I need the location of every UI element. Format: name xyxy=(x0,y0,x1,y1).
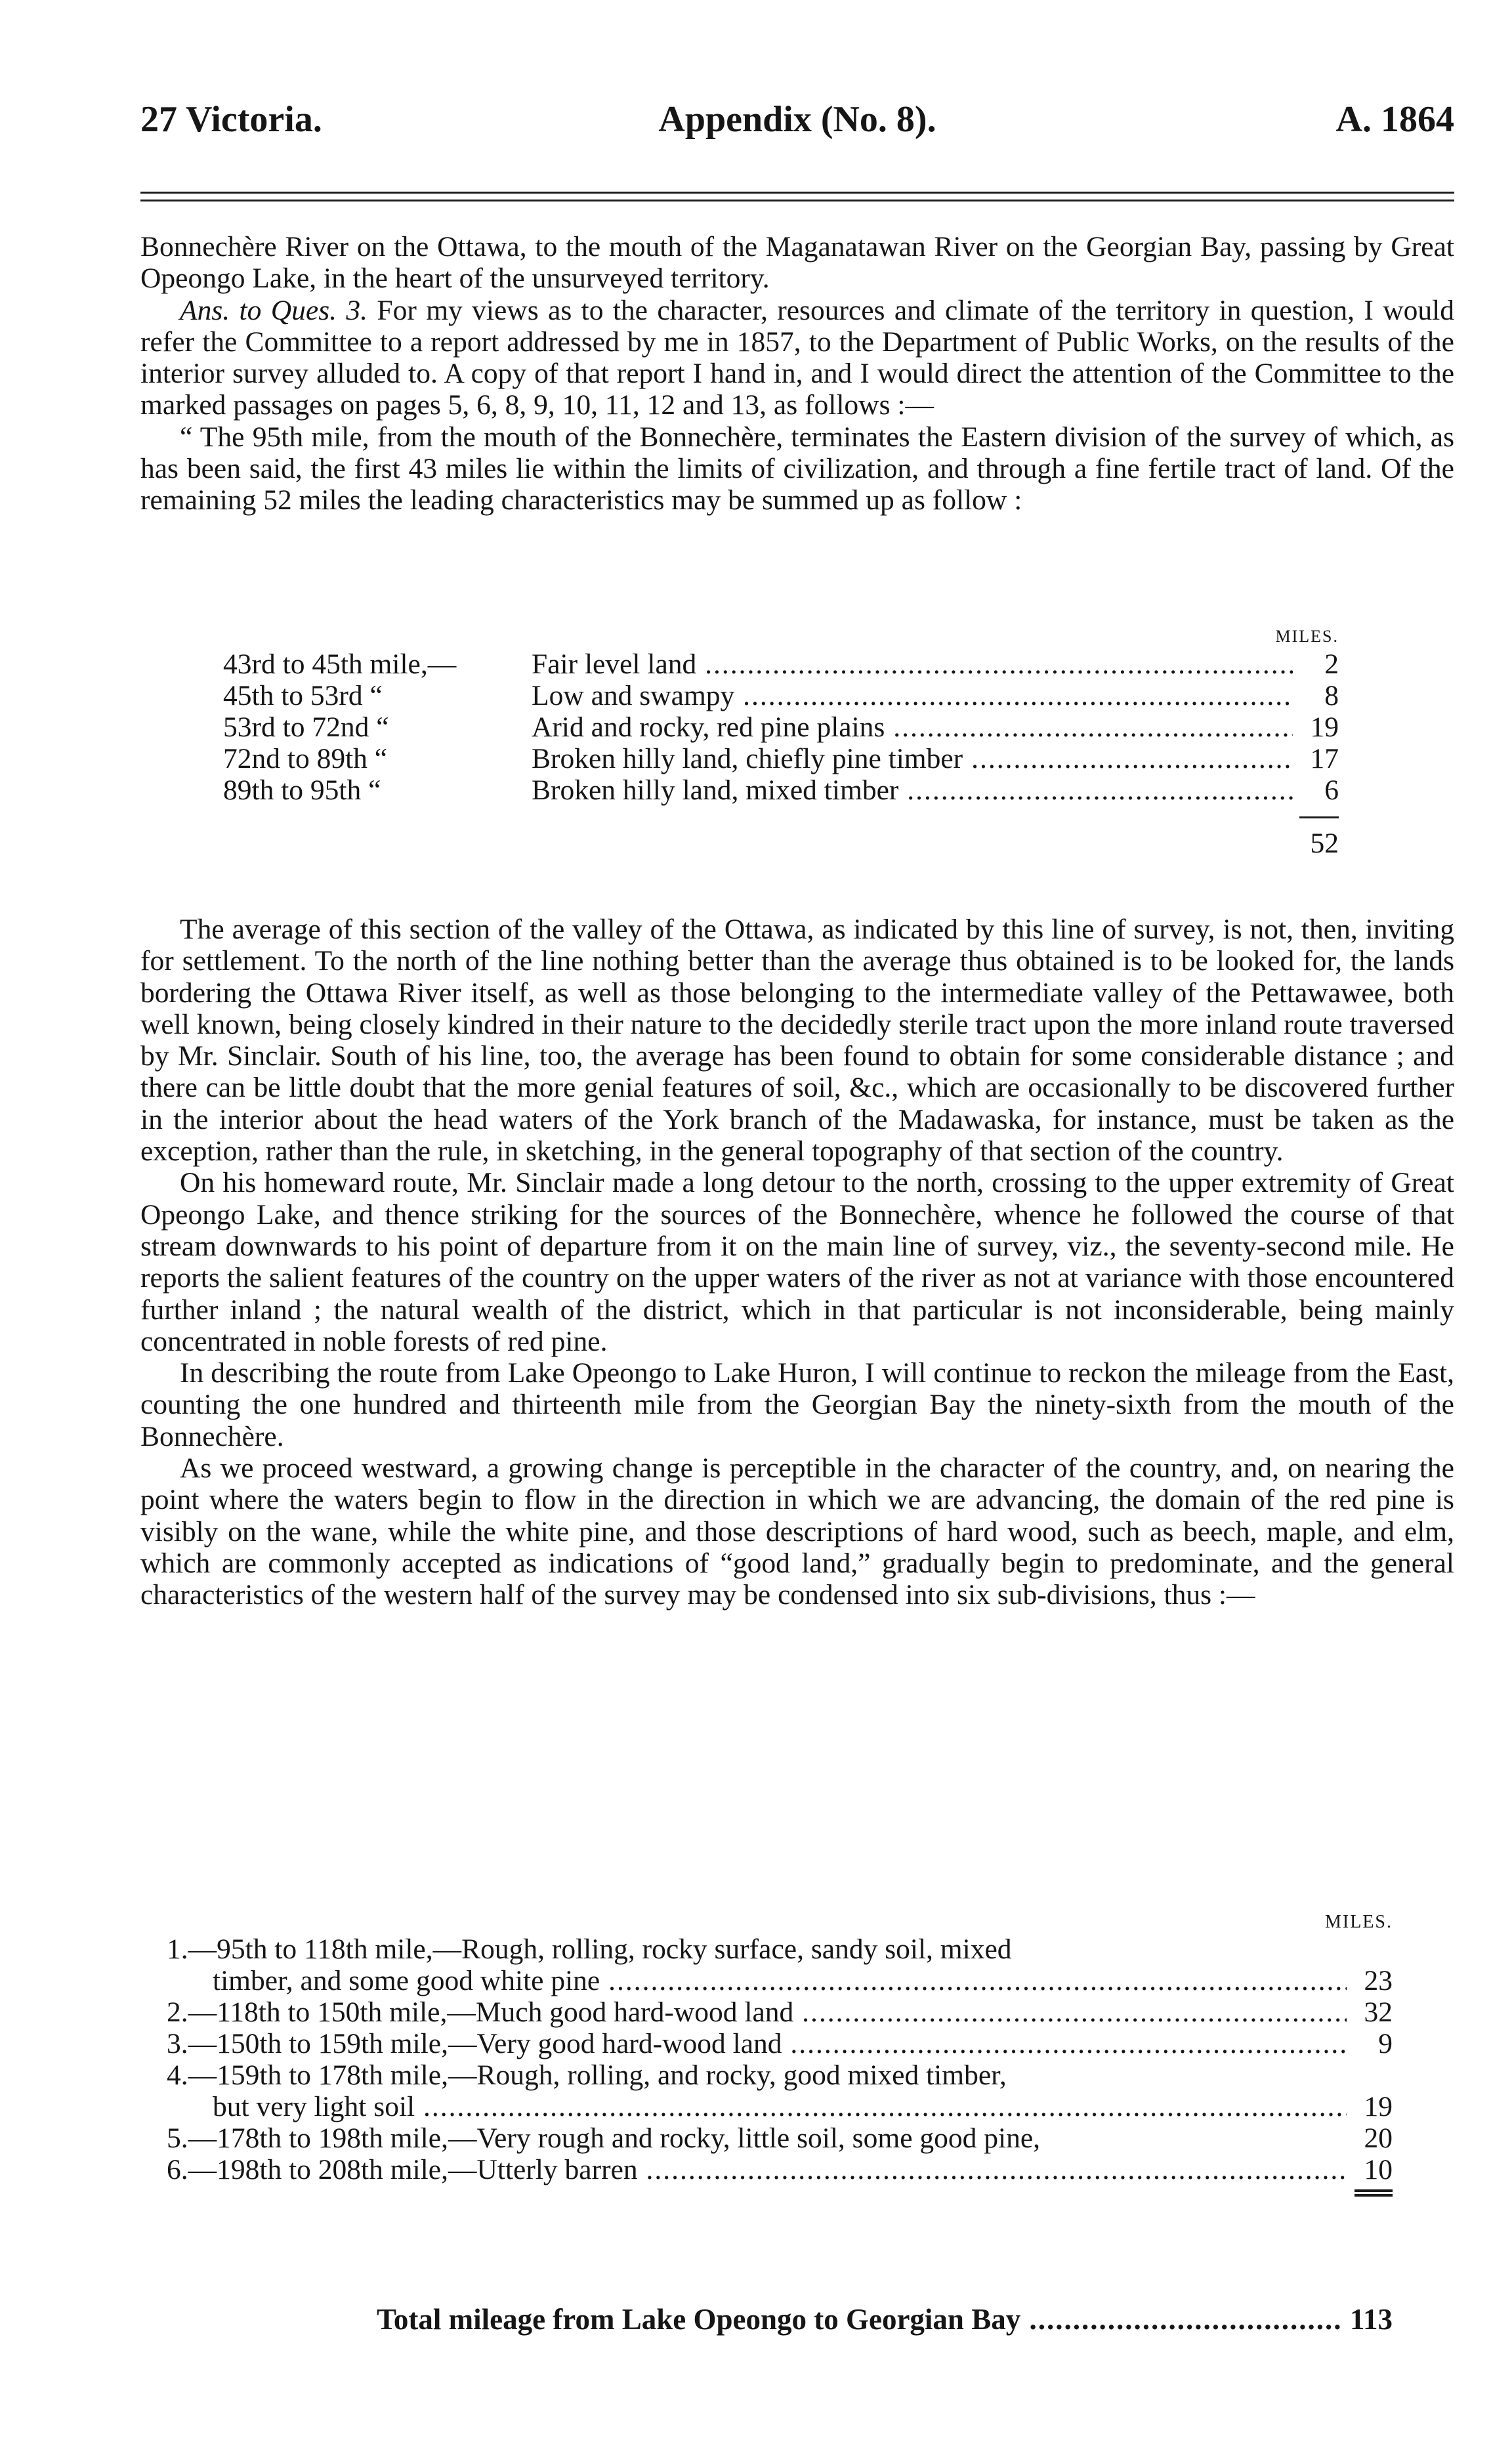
mile-range: 43rd to 45th mile,— xyxy=(223,648,457,680)
page-header xyxy=(140,98,1454,140)
subdivision-miles: 20 xyxy=(1364,2122,1393,2154)
mile-value: 6 xyxy=(1324,774,1339,806)
answer-label: Ans. to Ques. 3. xyxy=(180,294,368,326)
subdivision-row xyxy=(167,2122,1393,2154)
subdivision-miles: 32 xyxy=(1364,1996,1393,2028)
mile-row xyxy=(223,648,1339,680)
subdivision-text: 4.—159th to 178th mile,—Rough, rolling, and rocky, good mixed timber, xyxy=(167,2059,1007,2091)
subdivisions-header: MILES. xyxy=(1325,1912,1393,1932)
mile-value: 2 xyxy=(1324,648,1339,680)
header-rule-top xyxy=(140,192,1454,194)
mile-row xyxy=(223,743,1339,774)
mile-row xyxy=(223,774,1339,806)
paragraph-quote: “ The 95th mile, from the mouth of the Bonnechère, terminates the Eastern division of the survey of which, as has been said, the first 43 miles lie within the limits of civilization, and through a fine fertile tract of land. Of the remaining 52 miles the leading characteristics may be summed up as follow : xyxy=(140,421,1454,517)
subdivision-row xyxy=(167,2091,1393,2122)
mile-desc: Broken hilly land, mixed timber ..... xyxy=(532,774,1293,806)
mile-range: 45th to 53rd “ xyxy=(223,680,383,711)
subdivision-text: 6.—198th to 208th mile,—Utterly barren ..... xyxy=(167,2154,1347,2185)
sum-rule xyxy=(1299,816,1339,818)
header-center: Appendix (No. 8). xyxy=(658,99,936,140)
answer-text: For my views as to the character, resources and climate of the territory in question, I would refer the Committee to a report addressed by me in 1857, to the Department of Public Works, on the results of the interior survey alluded to. A copy of that report I hand in, and I would direct the attention of the Committee to the marked passages on pages 5, 6, 8, 9, 10, 11, 12 and 13, as follows :— xyxy=(140,294,1454,421)
paragraph: In describing the route from Lake Opeongo to Lake Huron, I will continue to reckon the mileage from the East, counting the one hundred and thirteenth mile from the Georgian Bay the ninety-sixth from the mouth of the Bonnechère. xyxy=(140,1357,1454,1452)
mile-desc: Arid and rocky, red pine plains ..... xyxy=(532,711,1293,743)
paragraph-continuation: Bonnechère River on the Ottawa, to the mouth of the Maganatawan River on the Georgian Bay, passing by Great Opeongo Lake, in the heart of the unsurveyed territory. xyxy=(140,231,1454,295)
mile-desc: Fair level land ..... xyxy=(532,648,1293,680)
mile-value: 19 xyxy=(1310,711,1339,743)
paragraph-answer xyxy=(140,295,1454,421)
header-left: 27 Victoria. xyxy=(140,99,322,140)
mile-range: 53rd to 72nd “ xyxy=(223,711,389,743)
subdivision-text: 2.—118th to 150th mile,—Much good hard-wood land ..... xyxy=(167,1996,1347,2028)
mile-row xyxy=(223,680,1339,711)
mile-range: 89th to 95th “ xyxy=(223,774,381,806)
mile-value: 17 xyxy=(1310,743,1339,774)
intro-section xyxy=(140,231,1454,517)
header-right: A. 1864 xyxy=(1335,99,1454,140)
mile-table-header: MILES. xyxy=(1275,627,1339,646)
subdivision-row xyxy=(167,2059,1393,2091)
mile-table xyxy=(223,617,1339,859)
subdivision-miles: 9 xyxy=(1378,2028,1393,2059)
paragraph: As we proceed westward, a growing change is perceptible in the character of the country, and, on nearing the point where the waters begin to flow in the direction in which we are advancing, the domain of the red pine is visibly on the wane, while the white pine, and those descriptions of hard wood, such as beech, maple, and elm, which are commonly accepted as indications of “good land,” gradually begin to predominate, and the general characteristics of the western half of the survey may be condensed into six sub-divisions, thus :— xyxy=(140,1452,1454,1611)
subdivision-text: 5.—178th to 198th mile,—Very rough and rocky, little soil, some good pine, xyxy=(167,2122,1041,2154)
subdivision-row xyxy=(167,1933,1393,1965)
total-double-rule xyxy=(1354,2189,1393,2197)
subdivision-text-cont: but very light soil ..... xyxy=(213,2091,1347,2122)
subdivision-miles: 23 xyxy=(1364,1965,1393,1996)
mile-table-total: 52 xyxy=(1310,828,1339,859)
subdivision-text-cont: timber, and some good white pine ..... xyxy=(213,1965,1347,1996)
subdivision-row xyxy=(167,1965,1393,1996)
mile-row xyxy=(223,711,1339,743)
subdivision-row xyxy=(167,2154,1393,2185)
mile-desc: Low and swampy ..... xyxy=(532,680,1293,711)
paragraph: The average of this section of the valley of the Ottawa, as indicated by this line of survey, is not, then, inviting for settlement. To the north of the line nothing better than the average thus obtained is to be looked for, the lands bordering the Ottawa River itself, as well as those belonging to the intermediate valley of the Pettawawee, both well known, being closely kindred in their nature to the decidedly sterile tract upon the more inland route traversed by Mr. Sinclair. South of his line, too, the average has been found to obtain for some considerable distance ; and there can be little doubt that the more genial features of soil, &c., which are occasionally to be discovered further in the interior about the head waters of the York branch of the Madawaska, for instance, must be taken as the exception, rather than the rule, in sketching, in the general topography of that section of the country. xyxy=(140,914,1454,1168)
subdivisions-table xyxy=(167,1902,1393,2201)
subdivision-text: 1.—95th to 118th mile,—Rough, rolling, rocky surface, sandy soil, mixed xyxy=(167,1933,1012,1965)
header-rule-bottom xyxy=(140,200,1454,201)
subdivision-miles: 19 xyxy=(1364,2091,1393,2122)
total-value: 113 xyxy=(1349,2303,1393,2336)
subdivision-text: 3.—150th to 159th mile,—Very good hard-wood land ..... xyxy=(167,2028,1347,2059)
total-label: Total mileage from Lake Opeongo to Georgian Bay ..... xyxy=(377,2302,1340,2336)
subdivision-row xyxy=(167,2028,1393,2059)
body-section xyxy=(140,914,1454,1611)
mile-range: 72nd to 89th “ xyxy=(223,743,388,774)
subdivision-miles: 10 xyxy=(1364,2154,1393,2185)
subdivision-row xyxy=(167,1996,1393,2028)
paragraph: On his homeward route, Mr. Sinclair made a long detour to the north, crossing to the upper extremity of Great Opeongo Lake, and thence striking for the sources of the Bonnechère, whence he followed the course of that stream downwards to his point of departure from it on the main line of survey, viz., the seventy-second mile. He reports the salient features of the country on the upper waters of the river as not at variance with those encountered further inland ; the natural wealth of the district, which in that particular is not inconsiderable, being mainly concentrated in noble forests of red pine. xyxy=(140,1167,1454,1357)
mile-value: 8 xyxy=(1324,680,1339,711)
mile-desc: Broken hilly land, chiefly pine timber ..... xyxy=(532,743,1293,774)
